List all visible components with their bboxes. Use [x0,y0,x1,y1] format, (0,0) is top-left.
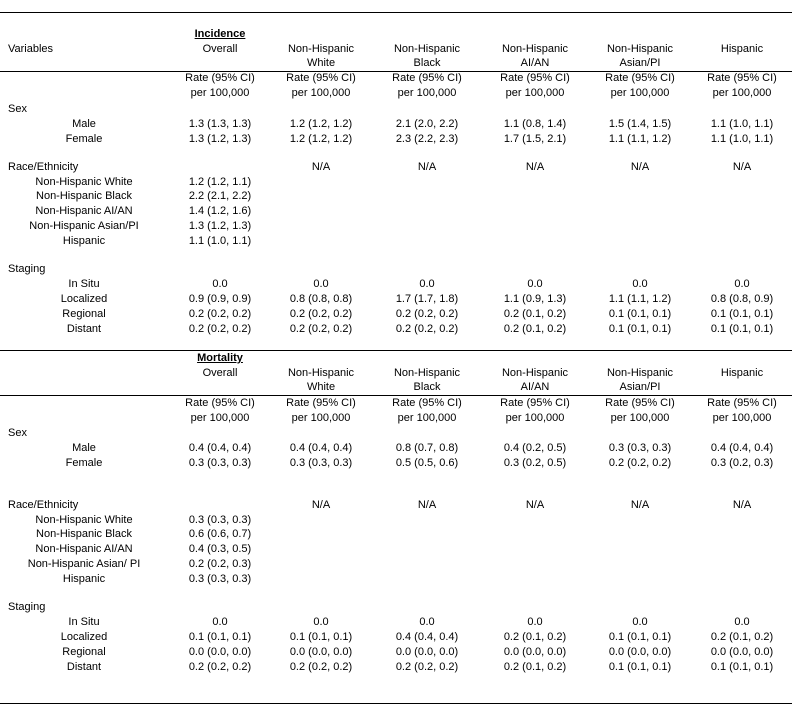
row-label: Female [65,457,103,469]
cell-value: 0.2 (0.2, 0.2) [289,661,353,673]
row-label: Male [72,442,96,454]
cell-value: 0.6 (0.6, 0.7) [188,528,252,541]
column-header-sub: AI/AN [520,381,550,393]
cell-value: 0.1 (0.1, 0.1) [608,323,672,335]
cell-value: 0.8 (0.8, 0.9) [710,293,774,305]
column-header: Non-Hispanic [393,43,461,55]
cell-value: 0.1 (0.1, 0.1) [710,323,774,335]
cell-value: 0.2 (0.2, 0.2) [188,323,252,335]
cell-value: 1.7 (1.5, 2.1) [503,133,567,145]
column-header-sub: White [306,57,336,69]
column-header: Non-Hispanic [287,367,355,379]
cell-value: 0.1 (0.1, 0.1) [608,308,672,320]
cell-value: 0.2 (0.1, 0.2) [503,661,567,673]
cell-value: 0.2 (0.1, 0.2) [503,323,567,335]
cell-value: 0.3 (0.3, 0.3) [188,513,252,526]
cell-value: 0.2 (0.2, 0.2) [188,308,252,320]
row-label: Non-Hispanic Asian/ PI [27,557,141,570]
cell-value: 0.3 (0.3, 0.3) [188,572,252,585]
row-label: In Situ [68,616,100,628]
column-header: Non-Hispanic [393,367,461,379]
na-value: N/A [732,161,752,173]
cell-value: 2.3 (2.2, 2.3) [395,133,459,145]
na-value: N/A [630,161,650,173]
cell-value: 0.8 (0.8, 0.8) [289,293,353,305]
cell-value: 0.0 (0.0, 0.0) [289,646,353,658]
row-label: Regional [62,308,106,320]
cell-value: 0.0 [212,616,228,628]
units-sublabel: per 100,000 [505,87,565,99]
group-label-race: Race/Ethnicity [8,161,79,173]
na-value: N/A [311,161,331,173]
row-label: Hispanic [62,572,106,585]
column-header: Non-Hispanic [606,43,674,55]
row-label: Localized [60,631,108,643]
cell-value: 1.7 (1.7, 1.8) [395,293,459,305]
units-label: Rate (95% CI) [286,397,356,409]
cell-value: 0.1 (0.1, 0.1) [710,308,774,320]
group-label-staging: Staging [8,601,46,613]
column-header-sub: Asian/PI [619,381,661,393]
bottom-rule [0,703,792,704]
cell-value: 1.2 (1.2, 1.2) [289,118,353,130]
na-value: N/A [630,499,650,511]
cell-value: 1.1 (1.1, 1.2) [608,133,672,145]
units-label: Rate (95% CI) [500,397,570,409]
cell-value: 1.2 (1.2, 1.1) [188,175,252,188]
row-label: Non-Hispanic Black [36,528,132,541]
column-header-sub: Black [413,381,441,393]
cell-value: 2.1 (2.0, 2.2) [395,118,459,130]
cell-value: 0.4 (0.2, 0.5) [503,442,567,454]
cell-value: 2.2 (2.1, 2.2) [188,190,252,203]
row-label: Regional [62,646,106,658]
cell-value: 0.4 (0.4, 0.4) [289,442,353,454]
column-header-sub: White [306,381,336,393]
cell-value: 0.1 (0.1, 0.1) [608,661,672,673]
section-title: Incidence [194,28,246,40]
row-label: Non-Hispanic AI/AN [35,543,133,556]
cell-value: 0.0 [419,616,435,628]
cell-value: 0.2 (0.1, 0.2) [710,631,774,643]
cell-value: 0.3 (0.3, 0.3) [188,457,252,469]
cell-value: 0.1 (0.1, 0.1) [188,631,252,643]
group-label-sex: Sex [8,427,27,439]
cell-value: 1.5 (1.4, 1.5) [608,118,672,130]
cell-value: 0.2 (0.2, 0.2) [289,308,353,320]
cell-value: 0.3 (0.3, 0.3) [289,457,353,469]
column-header: Non-Hispanic [287,43,355,55]
cell-value: 0.0 (0.0, 0.0) [188,646,252,658]
cell-value: 0.2 (0.2, 0.2) [289,323,353,335]
units-label: Rate (95% CI) [707,397,777,409]
row-label: Distant [66,661,102,673]
cell-value: 0.2 (0.2, 0.2) [395,661,459,673]
units-sublabel: per 100,000 [712,412,772,424]
row-label: Distant [66,323,102,335]
group-label-staging: Staging [8,263,46,275]
cell-value: 0.0 [313,278,329,290]
cell-value: 1.1 (1.1, 1.2) [608,293,672,305]
section-title: Mortality [197,352,243,364]
cell-value: 0.0 [212,278,228,290]
na-value: N/A [417,161,437,173]
cell-value: 0.2 (0.2, 0.2) [395,308,459,320]
cell-value: 0.2 (0.2, 0.2) [188,661,252,673]
units-sublabel: per 100,000 [190,87,250,99]
cell-value: 1.1 (1.0, 1.1) [188,234,252,247]
cell-value: 1.2 (1.2, 1.2) [289,133,353,145]
cell-value: 0.0 (0.0, 0.0) [395,646,459,658]
units-sublabel: per 100,000 [190,412,250,424]
cell-value: 1.3 (1.2, 1.3) [188,219,252,232]
cell-value: 1.1 (1.0, 1.1) [710,133,774,145]
row-label: In Situ [68,278,100,290]
cell-value: 0.2 (0.1, 0.2) [503,308,567,320]
cell-value: 0.4 (0.3, 0.5) [188,543,252,556]
units-label: Rate (95% CI) [500,72,570,84]
group-label-race: Race/Ethnicity [8,499,79,511]
header-rule [0,71,792,72]
units-label: Rate (95% CI) [185,72,255,84]
column-header-sub: Asian/PI [619,57,661,69]
header-rule [0,395,792,396]
cell-value: 0.0 [734,616,750,628]
units-sublabel: per 100,000 [397,87,457,99]
units-sublabel: per 100,000 [610,87,670,99]
units-label: Rate (95% CI) [286,72,356,84]
column-header: Non-Hispanic [501,367,569,379]
units-sublabel: per 100,000 [610,412,670,424]
section-divider [0,350,792,351]
row-label: Non-Hispanic White [35,513,133,526]
units-sublabel: per 100,000 [505,412,565,424]
column-header-sub: AI/AN [520,57,550,69]
cell-value: 0.4 (0.4, 0.4) [188,442,252,454]
cell-value: 0.0 [734,278,750,290]
na-value: N/A [417,499,437,511]
group-label-sex: Sex [8,103,27,115]
cell-value: 1.3 (1.3, 1.3) [188,118,252,130]
cell-value: 0.2 (0.2, 0.2) [608,457,672,469]
cell-value: 0.0 (0.0, 0.0) [608,646,672,658]
units-label: Rate (95% CI) [605,397,675,409]
na-value: N/A [525,499,545,511]
row-label: Non-Hispanic White [35,175,133,188]
units-label: Rate (95% CI) [392,397,462,409]
na-value: N/A [525,161,545,173]
na-value: N/A [732,499,752,511]
cell-value: 0.2 (0.2, 0.3) [188,557,252,570]
units-label: Rate (95% CI) [707,72,777,84]
cell-value: 0.0 [419,278,435,290]
cell-value: 0.9 (0.9, 0.9) [188,293,252,305]
cell-value: 0.8 (0.7, 0.8) [395,442,459,454]
cell-value: 0.0 [527,278,543,290]
units-label: Rate (95% CI) [605,72,675,84]
row-label: Localized [60,293,108,305]
cell-value: 0.4 (0.4, 0.4) [395,631,459,643]
row-label: Male [72,118,96,130]
units-sublabel: per 100,000 [291,412,351,424]
column-header: Overall [202,43,238,55]
units-sublabel: per 100,000 [291,87,351,99]
row-label: Non-Hispanic Black [36,190,132,203]
cell-value: 0.2 (0.1, 0.2) [503,631,567,643]
cell-value: 0.1 (0.1, 0.1) [289,631,353,643]
cell-value: 1.1 (0.8, 1.4) [503,118,567,130]
column-header: Hispanic [720,43,764,55]
column-header-sub: Black [413,57,441,69]
row-label: Non-Hispanic Asian/PI [29,219,139,232]
cell-value: 0.1 (0.1, 0.1) [710,661,774,673]
units-label: Rate (95% CI) [185,397,255,409]
cell-value: 1.3 (1.2, 1.3) [188,133,252,145]
column-header: Non-Hispanic [606,367,674,379]
cell-value: 0.0 [632,278,648,290]
cell-value: 0.0 [632,616,648,628]
variables-header: Variables [8,43,54,55]
cell-value: 0.3 (0.3, 0.3) [608,442,672,454]
column-header: Non-Hispanic [501,43,569,55]
cell-value: 1.4 (1.2, 1.6) [188,205,252,218]
cell-value: 1.1 (1.0, 1.1) [710,118,774,130]
cell-value: 0.1 (0.1, 0.1) [608,631,672,643]
units-label: Rate (95% CI) [392,72,462,84]
cell-value: 0.5 (0.5, 0.6) [395,457,459,469]
cell-value: 0.2 (0.2, 0.2) [395,323,459,335]
cell-value: 0.0 (0.0, 0.0) [503,646,567,658]
cell-value: 0.0 (0.0, 0.0) [710,646,774,658]
cell-value: 0.0 [313,616,329,628]
cell-value: 0.3 (0.2, 0.3) [710,457,774,469]
cell-value: 0.3 (0.2, 0.5) [503,457,567,469]
column-header: Hispanic [720,367,764,379]
row-label: Non-Hispanic AI/AN [35,205,133,218]
row-label: Female [65,133,103,145]
top-rule [0,12,792,13]
units-sublabel: per 100,000 [712,87,772,99]
row-label: Hispanic [62,234,106,247]
cell-value: 0.0 [527,616,543,628]
na-value: N/A [311,499,331,511]
cell-value: 0.4 (0.4, 0.4) [710,442,774,454]
units-sublabel: per 100,000 [397,412,457,424]
cell-value: 1.1 (0.9, 1.3) [503,293,567,305]
column-header: Overall [202,367,238,379]
